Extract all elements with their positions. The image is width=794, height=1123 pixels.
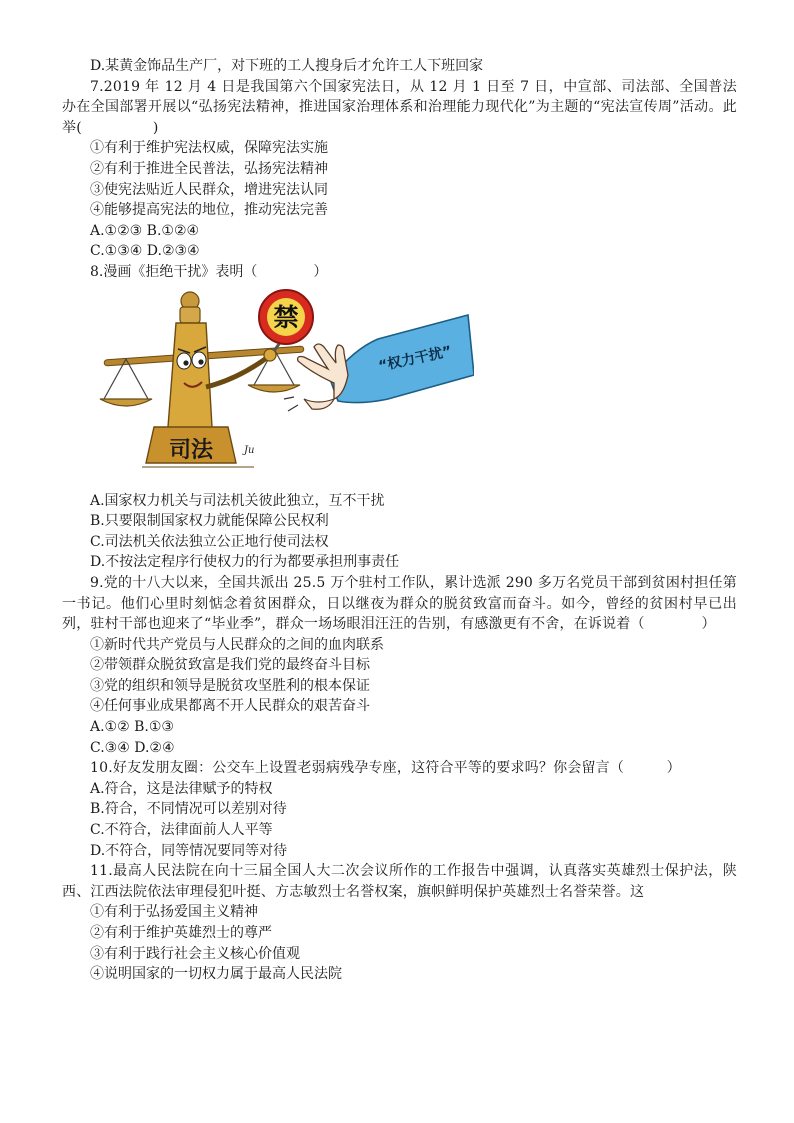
stop-sign-text: 禁: [273, 302, 299, 332]
q7-options-cd: C.①③④ D.②③④: [90, 243, 200, 260]
q9-item-1: ①新时代共产党员与人民群众的之间的血肉联系: [90, 636, 384, 653]
q10-stem: 10.好友发朋友圈：公交车上设置老弱病残孕专座，这符合平等的要求吗？你会留言（ ）: [90, 760, 681, 777]
q7-item-4: ④能够提高宪法的地位，推动宪法完善: [90, 202, 328, 219]
cartoon-illustration: [98, 287, 474, 485]
exam-page: [62, 56, 737, 985]
q7-options-ab: A.①②③ B.①②④: [90, 222, 200, 239]
q9-options-ab: A.①② B.①③: [90, 719, 174, 736]
q11-item-4: ④说明国家的一切权力属于最高人民法院: [90, 966, 342, 983]
q9-item-4: ④任何事业成果都离不开人民群众的艰苦奋斗: [90, 698, 370, 715]
q10-option-d: D.不符合，同等情况要同等对待: [90, 842, 288, 859]
q8-option-b: B.只要限制国家权力就能保障公民权利: [90, 513, 329, 530]
scale-pan-left: [100, 399, 152, 406]
q8-option-c: C.司法机关依法独立公正地行使司法权: [90, 533, 329, 550]
scale-pan-right: [248, 385, 300, 392]
q10-option-c: C.不符合，法律面前人人平等: [90, 822, 273, 839]
q11-stem: 11.最高人民法院在向十三届全国人大二次会议所作的工作报告中强调，认真落实英雄烈士保护法，陕西、江西法院依法审理侵犯叶挺、方志敏烈士名誉权案，旗帜鲜明保护英雄烈士名誉荣誉。这: [62, 863, 737, 900]
q11-item-1: ①有利于弘扬爱国主义精神: [90, 904, 258, 921]
q7-item-2: ②有利于推进全民普法，弘扬宪法精神: [90, 160, 328, 177]
base-label: 司法: [168, 437, 214, 463]
artist-signature: Ju: [244, 444, 255, 456]
q6-option-d: D.某黄金饰品生产厂，对下班的工人搜身后才允许工人下班回家: [90, 58, 484, 74]
q7-item-1: ①有利于维护宪法权威，保障宪法实施: [90, 140, 328, 157]
sleeve-label: “权力干扰”: [377, 343, 454, 375]
q9-item-3: ③党的组织和领导是脱贫攻坚胜利的根本保证: [90, 677, 370, 694]
q11-item-2: ②有利于维护英雄烈士的尊严: [90, 925, 272, 941]
scale-pillar: [168, 323, 212, 432]
q9-stem: 9.党的十八大以来，全国共派出 25.5 万个驻村工作队，累计选派 290 多万名党员干部到贫困村担任第一书记。他们心里时刻惦念着贫困群众，日以继夜为群众的脱贫致富而奋斗。如今，曾经的贫困村早已出列，驻村干部也迎来了“毕业季”，群众一场场眼泪汪汪的告别，有感激更有不舍，在诉说着（ ）: [62, 574, 737, 633]
q8-option-a: A.国家权力机关与司法机关彼此独立，互不干扰: [90, 492, 385, 509]
q10-option-b: B.符合，不同情况可以差别对待: [90, 801, 287, 818]
q10-option-a: A.符合，这是法律赋予的特权: [90, 780, 273, 797]
q9-item-2: ②带领群众脱贫致富是我们党的最终奋斗目标: [90, 657, 370, 674]
cartoon-refuse-interference: [98, 287, 474, 485]
q8-stem: 8.漫画《拒绝干扰》表明（ ）: [90, 263, 328, 280]
q9-options-cd: C.③④ D.②④: [90, 739, 175, 756]
q7-item-3: ③使宪法贴近人民群众，增进宪法认同: [90, 181, 328, 198]
q11-item-3: ③有利于践行社会主义核心价值观: [90, 945, 300, 962]
q8-option-d: D.不按法定程序行使权力的行为都要承担刑事责任: [90, 554, 400, 571]
q7-stem: 7.2019 年 12 月 4 日是我国第六个国家宪法日，从 12 月 1 日至 7 日，中宣部、司法部、全国普法办在全国部署开展以“弘扬宪法精神，推进国家治理体系和治理能力现代化”为主题的“宪法宣传周”活动。此举( ): [62, 78, 737, 136]
reaching-hand: [298, 344, 348, 399]
